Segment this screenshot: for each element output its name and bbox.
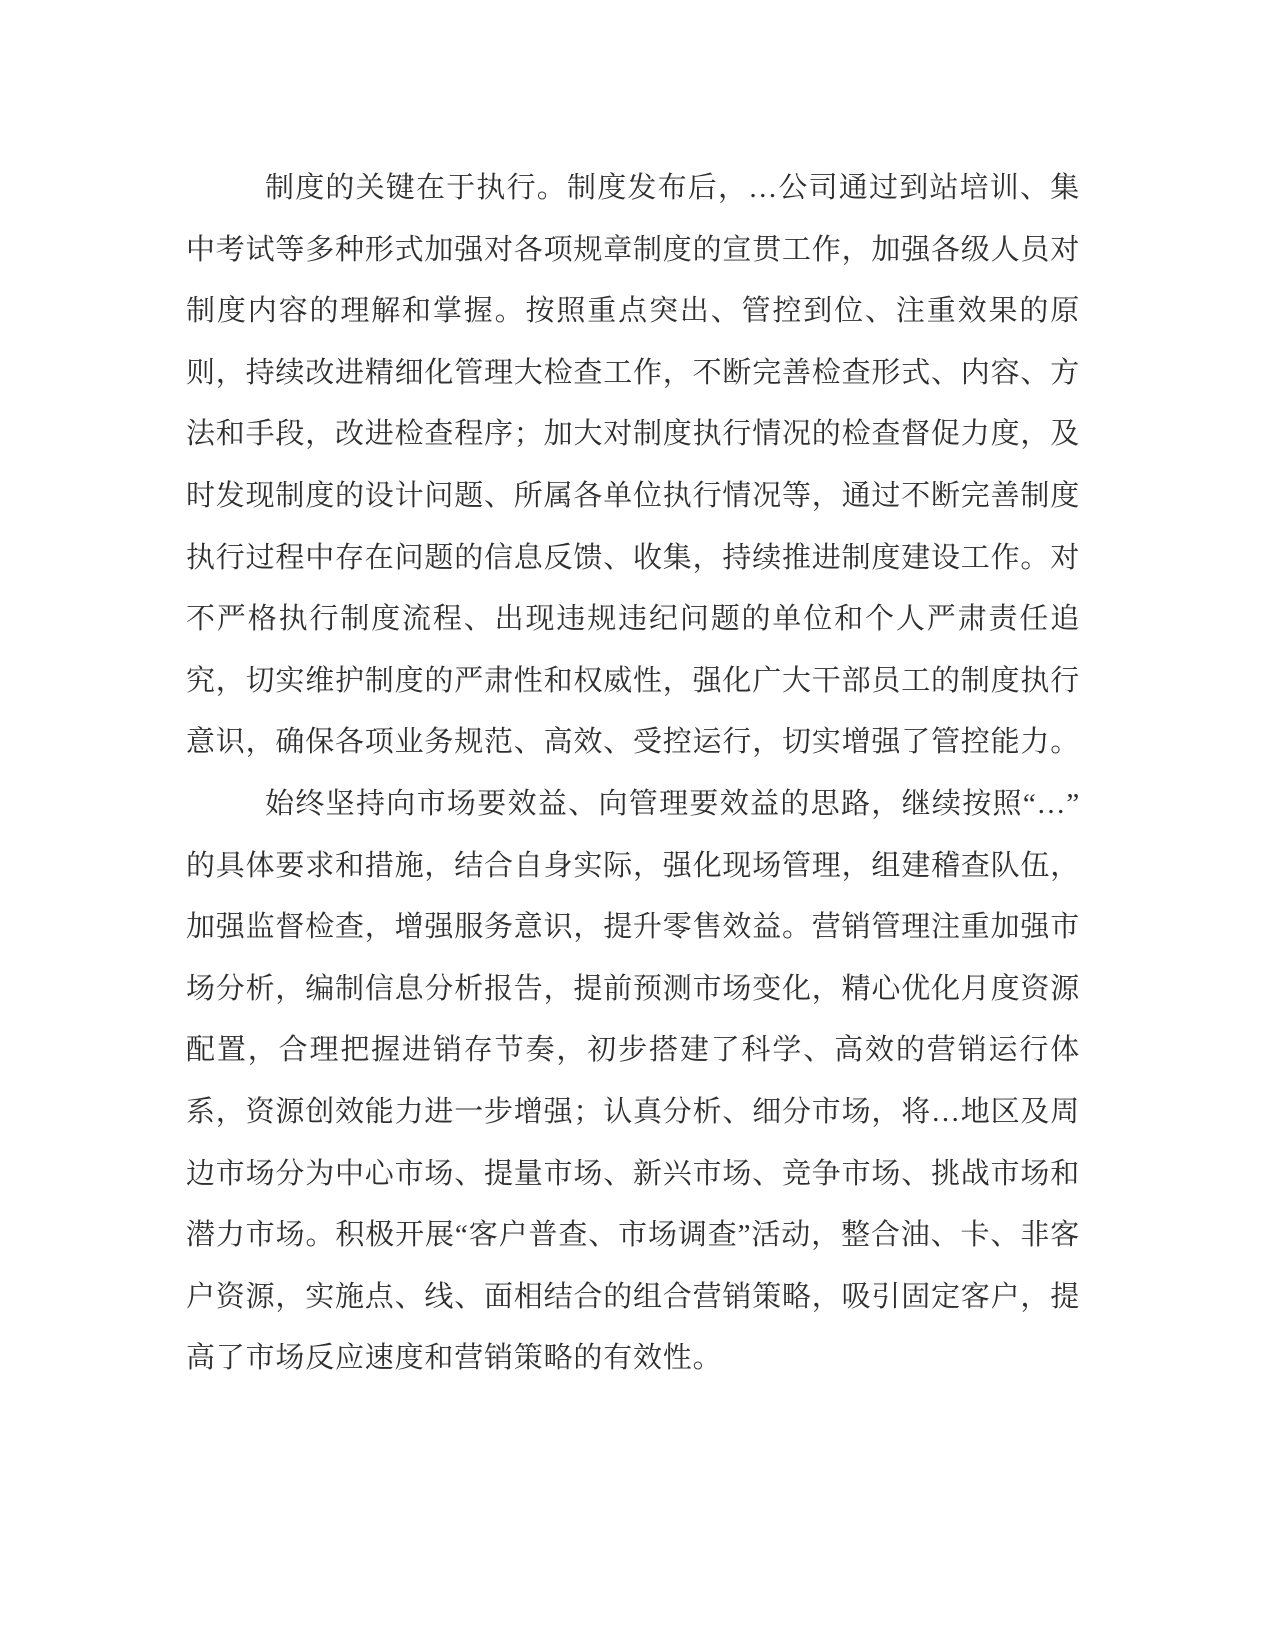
document-body [186,158,1080,1390]
paragraph-market-benefit: 始终坚持向市场要效益、向管理要效益的思路，继续按照“…”的具体要求和措施，结合自身实际，强化现场管理，组建稽查队伍，加强监督检查，增强服务意识，提升零售效益。营销管理注重加强市场分析，编制信息分析报告，提前预测市场变化，精心优化月度资源配置，合理把握进销存节奏，初步搭建了科学、高效的营销运行体系，资源创效能力进一步增强；认真分析、细分市场，将…地区及周边市场分为中心市场、提量市场、新兴市场、竞争市场、挑战市场和潜力市场。积极开展“客户普查、市场调查”活动，整合油、卡、非客户资源，实施点、线、面相结合的组合营销策略，吸引固定客户，提高了市场反应速度和营销策略的有效性。 [186,787,1081,1375]
paragraph-institution-execution: 制度的关键在于执行。制度发布后，…公司通过到站培训、集中考试等多种形式加强对各项规章制度的宣贯工作，加强各级人员对制度内容的理解和掌握。按照重点突出、管控到位、注重效果的原则，持续改进精细化管理大检查工作，不断完善检查形式、内容、方法和手段，改进检查程序；加大对制度执行情况的检查督促力度，及时发现制度的设计问题、所属各单位执行情况等，通过不断完善制度执行过程中存在问题的信息反馈、收集，持续推进制度建设工作。对不严格执行制度流程、出现违规违纪问题的单位和个人严肃责任追究，切实维护制度的严肃性和权威性，强化广大干部员工的制度执行意识，确保各项业务规范、高效、受控运行，切实增强了管控能力。 [186,172,1081,759]
